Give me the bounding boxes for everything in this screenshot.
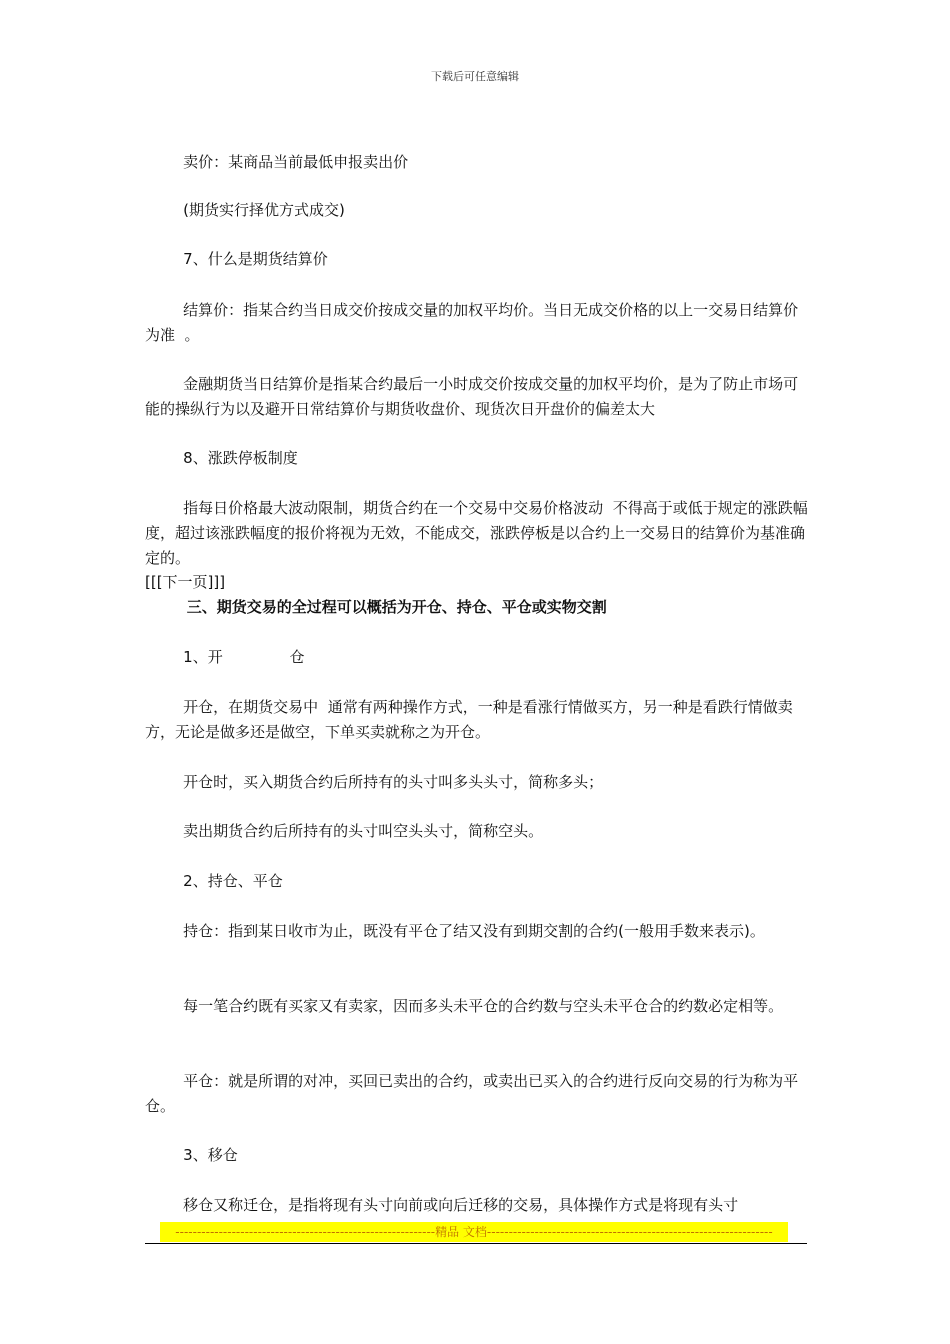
paragraph-financial-futures-settlement: 金融期货当日结算价是指某合约最后一小时成交价按成交量的加权平均价，是为了防止市场可能的操纵行为以及避开日常结算价与期货收盘价、现货次日开盘价的偏差太大 — [145, 375, 799, 418]
heading-settlement-price: 7、什么是期货结算价 — [145, 250, 328, 268]
paragraph-long-position: 开仓时，买入期货合约后所持有的头寸叫多头头寸，简称多头； — [145, 773, 604, 791]
paragraph-open-interest: 每一笔合约既有买家又有卖家，因而多头未平仓的合约数与空头未平仓合的约数必定相等。 — [145, 997, 784, 1015]
paragraph-price-limit: 指每日价格最大波动限制，期货合约在一个交易中交易价格波动 不得高于或低于规定的涨跌幅度，超过该涨跌幅度的报价将视为无效，不能成交，涨跌停板是以合约上一交易日的结算价为基准确定的。 — [145, 499, 808, 567]
paragraph-settlement-definition: 结算价：指某合约当日成交价按成交量的加权平均价。当日无成交价格的以上一交易日结算价为准 。 — [145, 301, 799, 344]
paragraph-sell-price: 卖价：某商品当前最低申报卖出价 — [145, 153, 409, 171]
paragraph-roll-position: 移仓又称迁仓，是指将现有头寸向前或向后迁移的交易，具体操作方式是将现有头寸 — [145, 1196, 739, 1214]
next-page-marker: [[[下一页]]] — [145, 573, 226, 591]
footer-watermark: ------------------------------------------------------------精品 文档------------------------------------------------------------------ — [175, 1225, 773, 1239]
paragraph-matching-note: (期货实行择优方式成交) — [145, 201, 345, 219]
heading-open-position: 1、开 仓 — [145, 648, 305, 666]
page-header: 下载后可任意编辑 — [431, 70, 519, 83]
paragraph-open-position: 开仓，在期货交易中 通常有两种操作方式，一种是看涨行情做买方，另一种是看跌行情做卖方，无论是做多还是做空，下单买卖就称之为开仓。 — [145, 698, 793, 741]
paragraph-short-position: 卖出期货合约后所持有的头寸叫空头头寸，简称空头。 — [145, 822, 544, 840]
paragraph-hold-position: 持仓：指到某日收市为止，既没有平仓了结又没有到期交割的合约(一般用手数来表示)。 — [145, 922, 765, 940]
heading-price-limit: 8、涨跌停板制度 — [145, 449, 298, 467]
heading-hold-close: 2、持仓、平仓 — [145, 872, 283, 890]
heading-roll-position: 3、移仓 — [145, 1146, 238, 1164]
heading-trading-process: 三、期货交易的全过程可以概括为开仓、持仓、平仓或实物交割 — [145, 598, 607, 616]
footer-divider — [145, 1243, 807, 1244]
paragraph-close-position: 平仓：就是所谓的对冲，买回已卖出的合约，或卖出已买入的合约进行反向交易的行为称为平仓。 — [145, 1072, 799, 1115]
